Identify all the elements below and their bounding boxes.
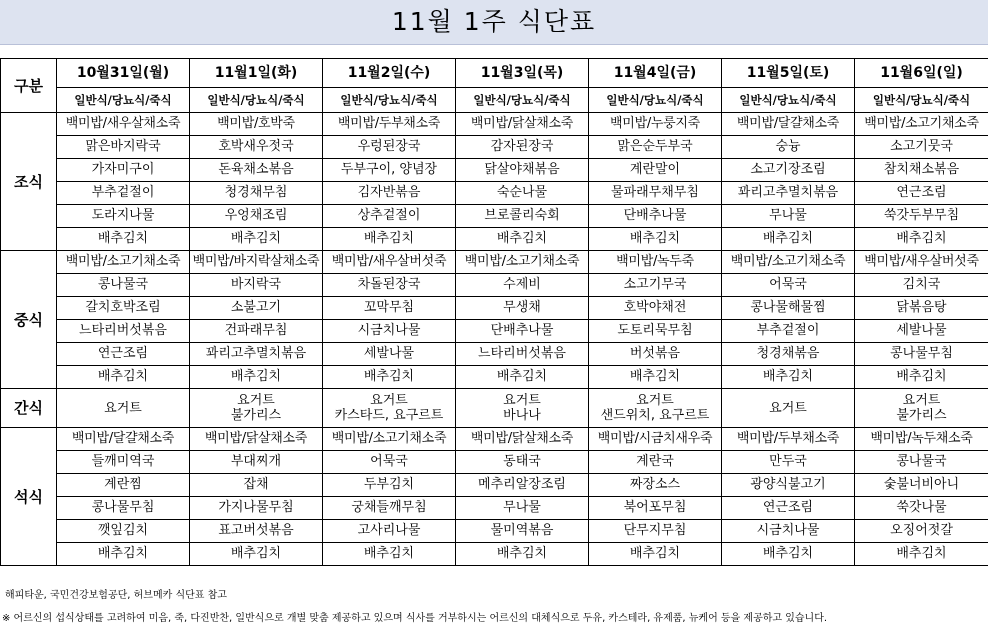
menu-cell: 연근조림 [57,343,190,366]
menu-cell: 시금치나물 [722,520,855,543]
diet-type-header: 일반식/당뇨식/죽식 [456,88,589,113]
menu-cell: 백미밥/두부채소죽 [323,113,456,136]
menu-cell: 어묵국 [323,451,456,474]
menu-cell: 백미밥/달걀채소죽 [57,428,190,451]
menu-cell: 배추김치 [456,543,589,566]
menu-cell: 물파래무채무침 [589,182,722,205]
snack-item: 요거트 [370,393,408,408]
menu-cell: 콩나물국 [855,451,988,474]
day-header: 11월1일(화) [190,59,323,88]
menu-cell: 백미밥/시금치새우죽 [589,428,722,451]
snack-cell [589,389,722,428]
menu-cell: 잡채 [190,474,323,497]
snack-item: 요거트 [237,393,275,408]
menu-cell: 청경채볶음 [722,343,855,366]
menu-cell: 백미밥/바지락살채소죽 [190,251,323,274]
menu-cell: 배추김치 [456,228,589,251]
day-header: 11월6일(일) [855,59,988,88]
menu-cell: 세발나물 [855,320,988,343]
menu-cell: 두부구이, 양념장 [323,159,456,182]
menu-cell: 백미밥/새우살버섯죽 [855,251,988,274]
menu-cell: 닭볶음탕 [855,297,988,320]
menu-cell: 콩나물해물찜 [722,297,855,320]
diet-type-header: 일반식/당뇨식/죽식 [323,88,456,113]
menu-cell: 건파래무침 [190,320,323,343]
menu-cell: 계란찜 [57,474,190,497]
menu-cell: 세발나물 [323,343,456,366]
menu-cell: 느타리버섯볶음 [57,320,190,343]
menu-cell: 들깨미역국 [57,451,190,474]
menu-cell: 어묵국 [722,274,855,297]
menu-cell: 바지락국 [190,274,323,297]
snack-item: 바나나 [503,408,541,423]
menu-cell: 단배추나물 [589,205,722,228]
table-row [1,159,988,182]
day-header: 11월4일(금) [589,59,722,88]
menu-cell: 백미밥/새우살버섯죽 [323,251,456,274]
snack-item: 불가리스 [230,408,282,423]
table-row [1,228,988,251]
diet-type-header: 일반식/당뇨식/죽식 [589,88,722,113]
menu-cell: 백미밥/소고기채소죽 [323,428,456,451]
menu-cell: 청경채무침 [190,182,323,205]
table-row [1,182,988,205]
menu-cell: 소불고기 [190,297,323,320]
snack-item: 불가리스 [896,408,947,423]
menu-cell: 무생채 [456,297,589,320]
snack-cell [323,389,456,428]
snack-item: 요거트 [769,400,807,416]
menu-cell: 만두국 [722,451,855,474]
meal-category: 석식 [1,428,57,566]
table-row [1,205,988,228]
menu-cell: 버섯볶음 [589,343,722,366]
menu-cell: 북어포무침 [589,497,722,520]
menu-cell: 부추겉절이 [57,182,190,205]
table-row [1,497,988,520]
menu-cell: 배추김치 [855,366,988,389]
menu-cell: 배추김치 [456,366,589,389]
snack-item: 요거트 [104,400,142,416]
meal-category: 조식 [1,113,57,251]
menu-cell: 백미밥/누룽지죽 [589,113,722,136]
menu-cell: 백미밥/닭살채소죽 [190,428,323,451]
menu-cell: 쑥갓나물 [855,497,988,520]
menu-cell: 무나물 [722,205,855,228]
menu-cell: 갈치호박조림 [57,297,190,320]
notice-note: ※ 어르신의 섭식상태를 고려하여 미음, 죽, 다진반찬, 일반식으로 개별 맞춤 제공하고 있으며 식사를 거부하시는 어르신의 대체식으로 두유, 카스테라, 유제품, 뉴케어 등을 제공하고 있습니다. [2,613,828,624]
menu-cell: 백미밥/소고기채소죽 [722,251,855,274]
menu-cell: 배추김치 [57,228,190,251]
table-row [1,136,988,159]
menu-table [0,58,988,566]
menu-cell: 백미밥/소고기채소죽 [855,113,988,136]
source-note: 해피타운, 국민건강보험공단, 허브메카 식단표 참고 [5,590,227,601]
menu-cell: 메추리알장조림 [456,474,589,497]
menu-cell: 표고버섯볶음 [190,520,323,543]
menu-cell: 맑은바지락국 [57,136,190,159]
menu-cell: 돈육채소볶음 [190,159,323,182]
snack-cell [456,389,589,428]
snack-cell [722,389,855,428]
menu-cell: 부대찌개 [190,451,323,474]
table-row [1,343,988,366]
menu-cell: 물미역볶음 [456,520,589,543]
table-row [1,113,988,136]
menu-cell: 맑은순두부국 [589,136,722,159]
table-row [1,366,988,389]
menu-cell: 부추겉절이 [722,320,855,343]
menu-cell: 꽈리고추멸치볶음 [190,343,323,366]
menu-cell: 호박새우젓국 [190,136,323,159]
day-header: 11월5일(토) [722,59,855,88]
menu-cell: 도토리묵무침 [589,320,722,343]
menu-cell: 숭늉 [722,136,855,159]
gubun-header: 구분 [1,59,57,113]
table-row [1,389,988,428]
day-header: 10월31일(월) [57,59,190,88]
menu-cell: 우엉채조림 [190,205,323,228]
snack-cell [190,389,323,428]
menu-cell: 닭살야채볶음 [456,159,589,182]
menu-cell: 느타리버섯볶음 [456,343,589,366]
menu-cell: 배추김치 [57,543,190,566]
menu-cell: 도라지나물 [57,205,190,228]
menu-cell: 꽈리고추멸치볶음 [722,182,855,205]
menu-cell: 호박야채전 [589,297,722,320]
menu-cell: 백미밥/달걀채소죽 [722,113,855,136]
table-row [1,451,988,474]
table-row [1,543,988,566]
menu-cell: 백미밥/녹두채소죽 [855,428,988,451]
menu-cell: 계란국 [589,451,722,474]
snack-item: 요거트 [503,393,541,408]
menu-cell: 연근조림 [855,182,988,205]
menu-cell: 참치채소볶음 [855,159,988,182]
menu-cell: 오징어젓갈 [855,520,988,543]
menu-cell: 백미밥/새우살채소죽 [57,113,190,136]
meal-category: 간식 [1,389,57,428]
menu-cell: 콩나물국 [57,274,190,297]
meal-category: 중식 [1,251,57,389]
menu-cell: 백미밥/닭살채소죽 [456,113,589,136]
menu-cell: 깻잎김치 [57,520,190,543]
menu-cell: 짜장소스 [589,474,722,497]
menu-cell: 배추김치 [722,543,855,566]
menu-cell: 배추김치 [190,228,323,251]
table-row [1,474,988,497]
menu-cell: 배추김치 [722,228,855,251]
menu-cell: 숙순나물 [456,182,589,205]
diet-type-header: 일반식/당뇨식/죽식 [722,88,855,113]
menu-cell: 꼬막무침 [323,297,456,320]
menu-cell: 배추김치 [589,366,722,389]
snack-item: 요거트 [636,393,674,408]
table-row [1,520,988,543]
menu-cell: 단배추나물 [456,320,589,343]
menu-cell: 배추김치 [323,366,456,389]
menu-cell: 백미밥/두부채소죽 [722,428,855,451]
menu-cell: 가자미구이 [57,159,190,182]
menu-cell: 배추김치 [190,366,323,389]
menu-cell: 백미밥/소고기채소죽 [57,251,190,274]
menu-cell: 두부김치 [323,474,456,497]
table-row [1,251,988,274]
table-row [1,274,988,297]
snack-item: 샌드위치, 요구르트 [600,408,710,423]
menu-cell: 배추김치 [589,228,722,251]
menu-cell: 백미밥/소고기채소죽 [456,251,589,274]
menu-cell: 동태국 [456,451,589,474]
menu-cell: 배추김치 [190,543,323,566]
menu-cell: 김치국 [855,274,988,297]
menu-cell: 백미밥/녹두죽 [589,251,722,274]
menu-cell: 배추김치 [323,228,456,251]
menu-cell: 숯불너비아니 [855,474,988,497]
menu-cell: 배추김치 [855,228,988,251]
menu-cell: 차돌된장국 [323,274,456,297]
table-row [1,297,988,320]
menu-cell: 백미밥/닭살채소죽 [456,428,589,451]
menu-cell: 시금치나물 [323,320,456,343]
menu-cell: 수제비 [456,274,589,297]
menu-cell: 무나물 [456,497,589,520]
snack-cell [855,389,988,428]
page-title: 11월 1주 식단표 [391,7,597,36]
menu-cell: 궁채들깨무침 [323,497,456,520]
diet-type-header: 일반식/당뇨식/죽식 [855,88,988,113]
menu-cell: 소고기뭇국 [855,136,988,159]
menu-cell: 콩나물무침 [855,343,988,366]
diet-type-header: 일반식/당뇨식/죽식 [190,88,323,113]
day-header: 11월3일(목) [456,59,589,88]
menu-cell: 콩나물무침 [57,497,190,520]
menu-cell: 배추김치 [855,543,988,566]
menu-cell: 상추겉절이 [323,205,456,228]
menu-cell: 배추김치 [722,366,855,389]
menu-cell: 계란말이 [589,159,722,182]
diet-type-header: 일반식/당뇨식/죽식 [57,88,190,113]
menu-cell: 광양식불고기 [722,474,855,497]
day-header: 11월2일(수) [323,59,456,88]
table-row [1,428,988,451]
menu-cell: 배추김치 [589,543,722,566]
menu-cell: 연근조림 [722,497,855,520]
menu-cell: 고사리나물 [323,520,456,543]
snack-cell [57,389,190,428]
menu-cell: 백미밥/호박죽 [190,113,323,136]
table-row [1,320,988,343]
menu-cell: 단무지무침 [589,520,722,543]
menu-cell: 쑥갓두부무침 [855,205,988,228]
snack-item: 요거트 [902,393,941,408]
snack-item: 카스타드, 요구르트 [334,408,444,423]
menu-cell: 배추김치 [323,543,456,566]
menu-cell: 가지나물무침 [190,497,323,520]
menu-cell: 소고기장조림 [722,159,855,182]
menu-cell: 브로콜리숙회 [456,205,589,228]
menu-cell: 김자반볶음 [323,182,456,205]
menu-cell: 우렁된장국 [323,136,456,159]
menu-cell: 배추김치 [57,366,190,389]
menu-cell: 소고기무국 [589,274,722,297]
menu-cell: 감자된장국 [456,136,589,159]
